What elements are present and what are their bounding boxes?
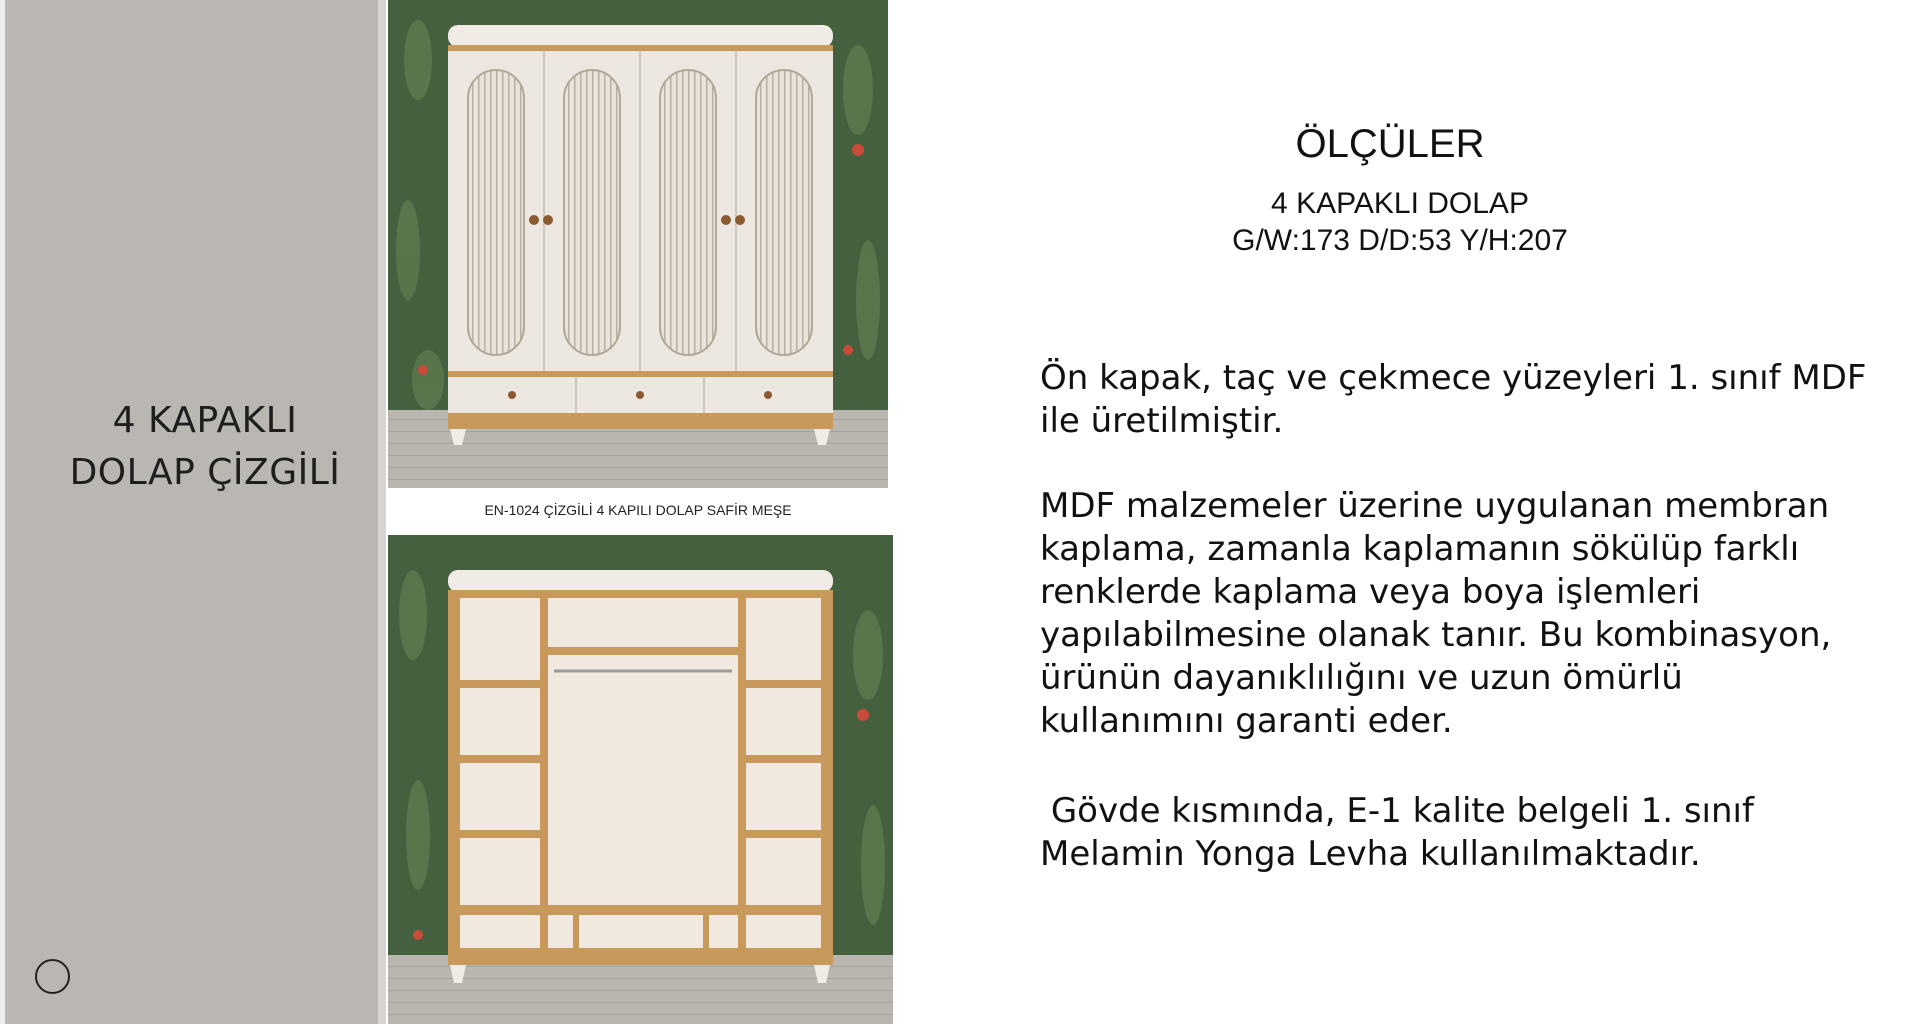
wardrobe-open-photo [388,535,893,1024]
dimensions-values: G/W:173 D/D:53 Y/H:207 [1232,224,1568,257]
dimensions-heading: ÖLÇÜLER [1295,122,1485,166]
description-paragraph-1: Ön kapak, taç ve çekmece yüzeyleri 1. sınıf MDF ile üretilmiştir. [1040,358,1878,441]
product-title-line1: 4 KAPAKLI [112,400,298,441]
product-title-line2: DOLAP ÇİZGİLİ [69,452,341,493]
left-title-panel [5,0,378,1024]
description-paragraph-3: Gövde kısmında, E-1 kalite belgeli 1. sınıf Melamin Yonga Levha kullanılmaktadır. [1040,791,1765,874]
description-paragraph-2: MDF malzemeler üzerine uygulanan membran kaplama, zamanla kaplamanın sökülüp farklı renklerde kaplama veya boya işlemleri yapılabilmesine olanak tanır. Bu kombinasyon, ürünün dayanıklılığını ve uzun ömürlü kullanımını garanti eder. [1040,486,1843,741]
nav-circle-button[interactable] [35,959,70,994]
product-title [5,395,405,499]
product-caption: EN-1024 ÇİZGİLİ 4 KAPILI DOLAP SAFİR MEŞE [484,502,792,518]
dimensions-product-name: 4 KAPAKLI DOLAP [1271,187,1529,220]
panel-divider [378,0,386,1024]
wardrobe-closed-photo [388,0,888,488]
